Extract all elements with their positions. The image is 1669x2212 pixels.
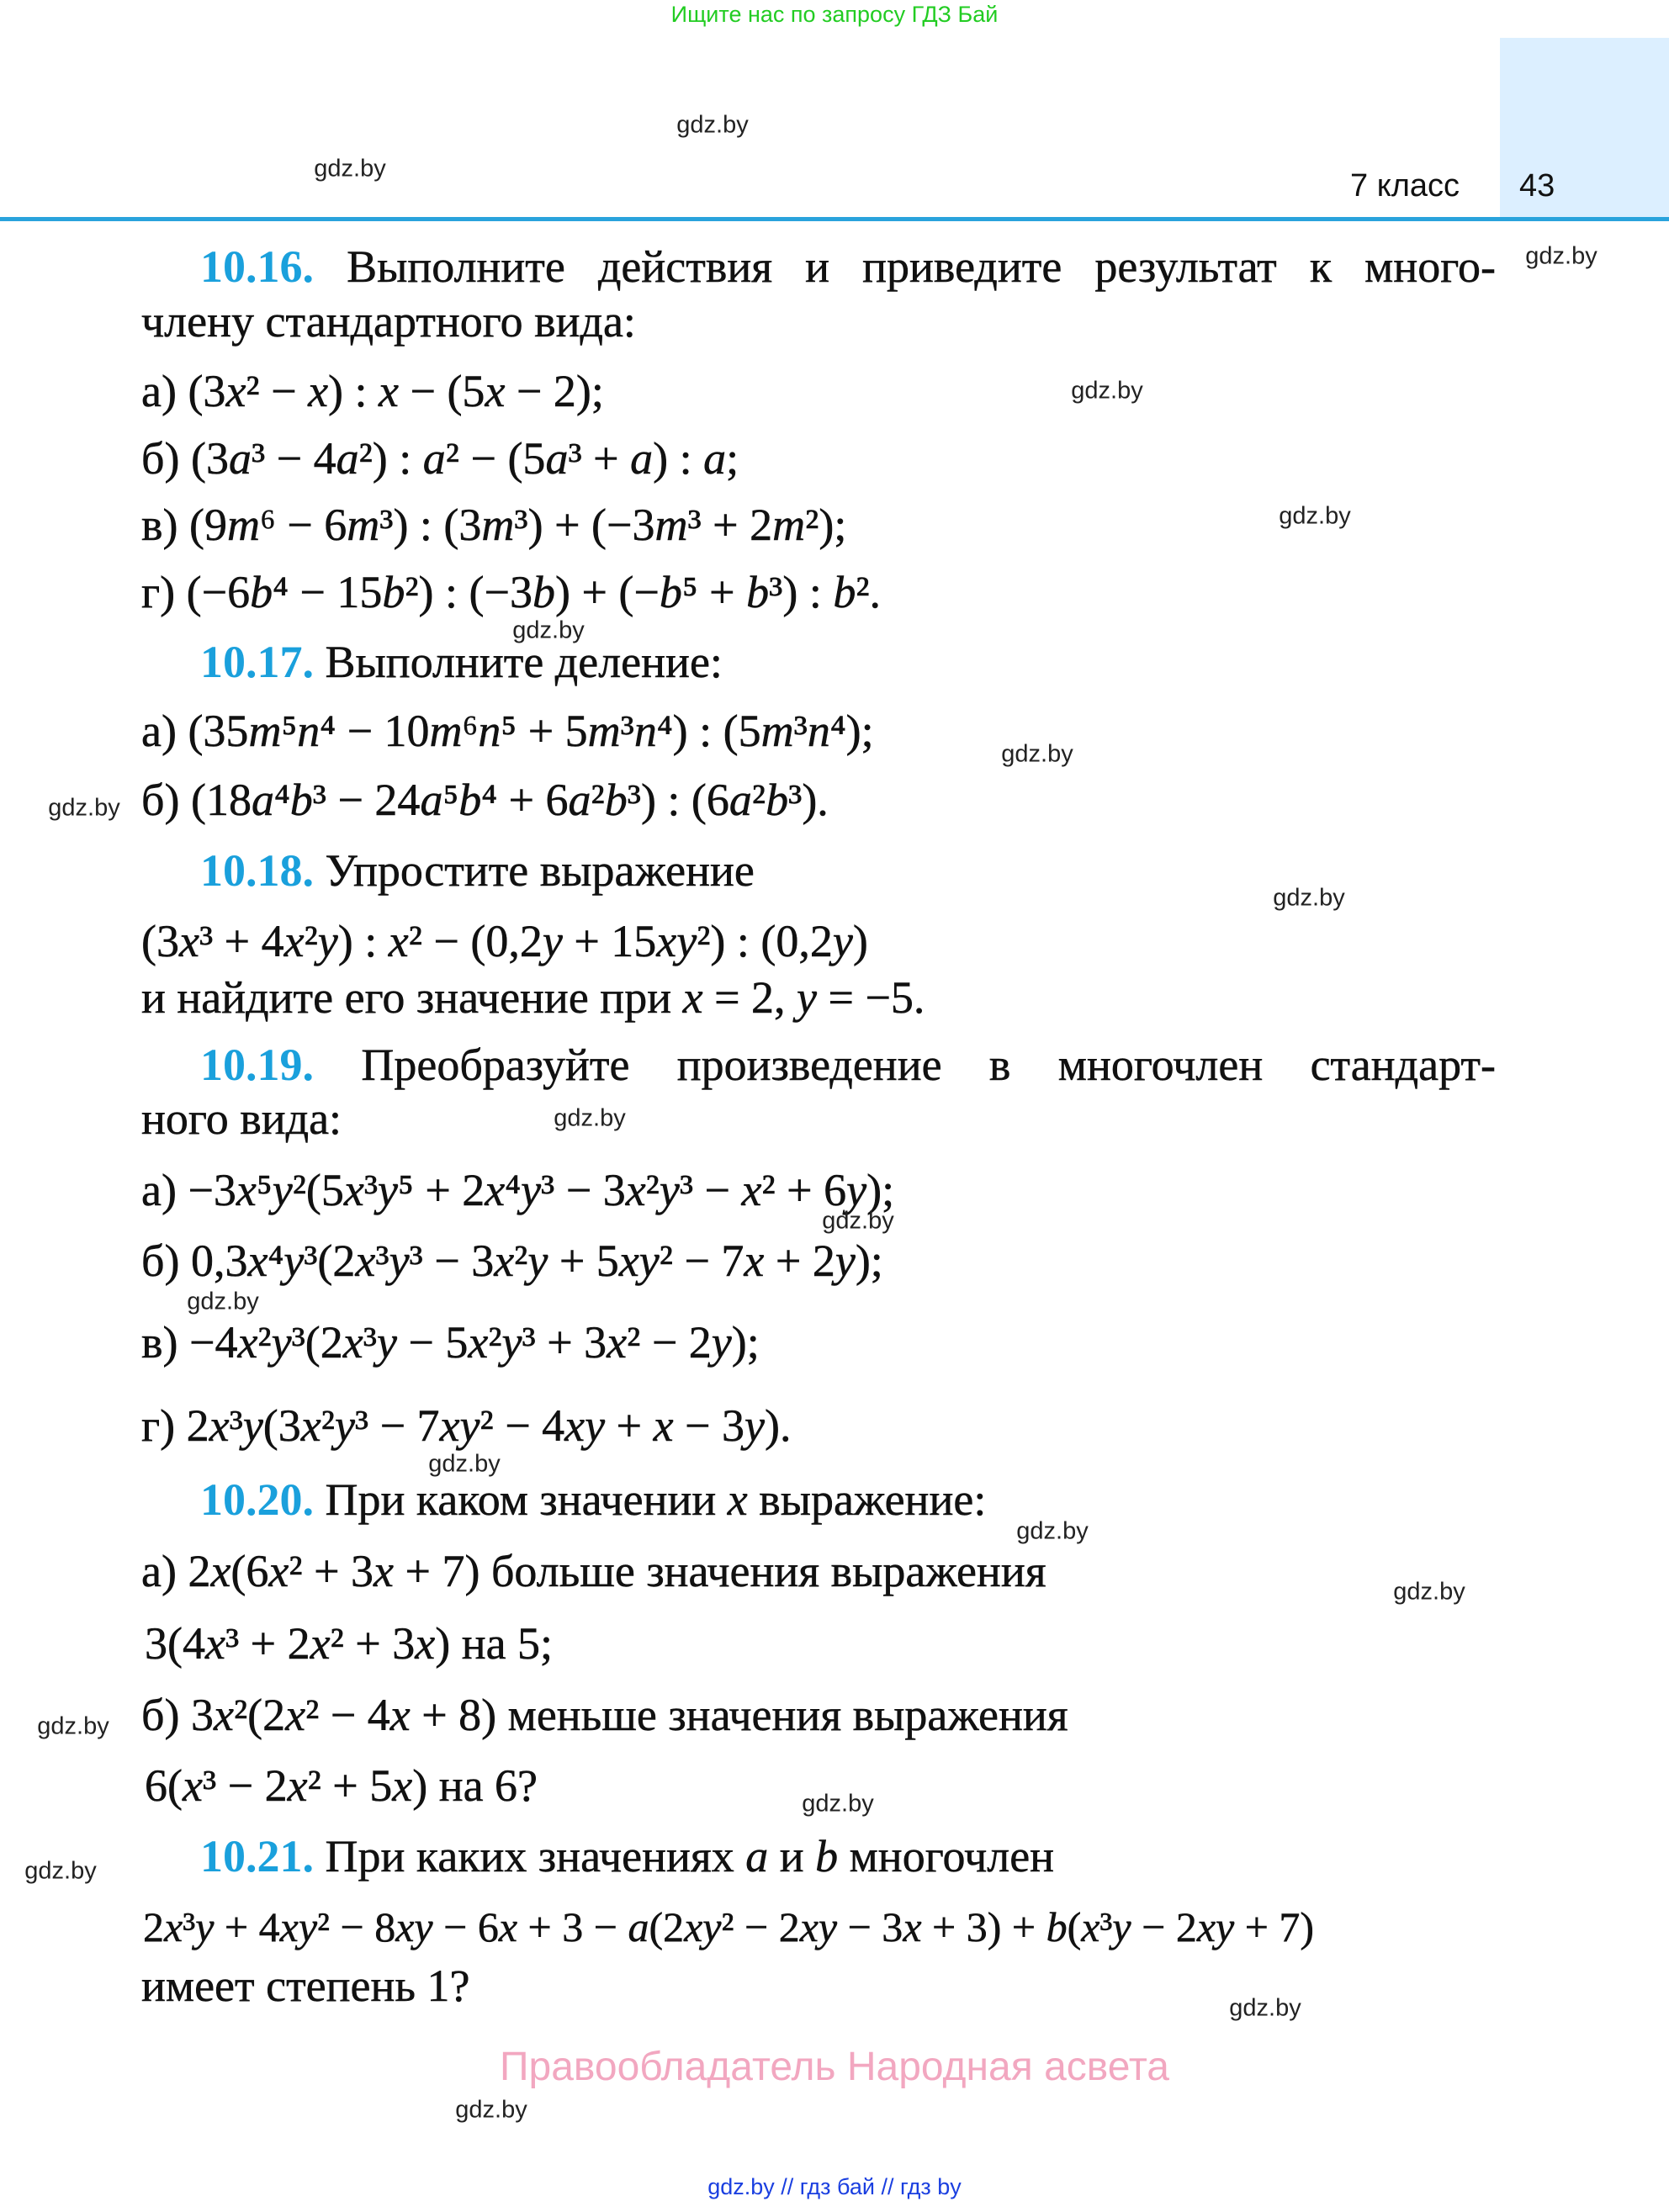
exercise-text: ного вида: [141, 1093, 342, 1144]
math-expression: 3x²(2x² − 4x + 8) [190, 1690, 497, 1740]
search-hint-banner[interactable]: Ищите нас по запросу ГДЗ Бай [670, 2, 999, 27]
watermark: gdz.by [1525, 242, 1597, 270]
exercise-10-19-heading [200, 1035, 1496, 1094]
exercise-10-17-heading [200, 632, 723, 691]
exercise-number: 10.16. [200, 241, 314, 292]
exercise-number: 10.21. [200, 1831, 314, 1881]
exercise-text: При каком значении x выражение: [325, 1474, 987, 1525]
math-expression: 3(4x³ + 2x² + 3x) [145, 1618, 451, 1669]
watermark: gdz.by [314, 155, 386, 183]
exercise-text: больше значения выражения [490, 1546, 1046, 1596]
watermark: gdz.by [37, 1712, 109, 1740]
watermark: gdz.by [1279, 502, 1351, 530]
watermark: gdz.by [48, 794, 120, 822]
math-expression: 2x(6x² + 3x + 7) [188, 1546, 480, 1596]
list-item [141, 770, 829, 829]
copyright-holder: Правообладатель Народная асвета [500, 2045, 1169, 2089]
math-expression: 2x³y + 4xy² − 8xy − 6x + 3 − a(2xy² − 2xy − 3x + 3) + b(x³y − 2xy + 7) [143, 1903, 1315, 1950]
list-item [141, 362, 604, 421]
list-item [141, 1542, 1046, 1601]
math-expression: (9m⁶ − 6m³) : (3m³) + (−3m³ + 2m²); [188, 500, 847, 550]
header-divider [0, 217, 1669, 221]
exercise-text: При каких значениях a и b многочлен [325, 1831, 1055, 1881]
item-label: а) [141, 1165, 177, 1215]
footer-links[interactable]: gdz.by // гдз бай // гдз by [707, 2174, 962, 2199]
item-label: а) [141, 706, 177, 756]
math-expression: 2x³y(3x²y³ − 7xy² − 4xy + x − 3y). [186, 1400, 792, 1451]
math-expression: (3x² − x) : x − (5x − 2); [188, 366, 604, 416]
item-label: в) [141, 500, 178, 550]
item-label: б) [141, 433, 180, 484]
list-item [141, 1396, 791, 1455]
watermark: gdz.by [1001, 740, 1073, 768]
item-label: г) [141, 1400, 176, 1451]
exercise-text: Преобразуйте произведение в многочлен стандарт- [361, 1040, 1496, 1090]
exercise-number: 10.19. [200, 1040, 314, 1090]
exercise-text: Выполните деление: [325, 637, 723, 687]
exercise-text: члену стандартного вида: [141, 296, 636, 347]
exercise-10-16-heading [200, 237, 1496, 296]
list-item [141, 495, 846, 554]
item-label: а) [141, 366, 177, 416]
watermark: gdz.by [455, 2096, 527, 2124]
list-item [141, 429, 739, 488]
item-label: б) [141, 1690, 180, 1740]
math-expression: −4x²y³(2x³y − 5x²y³ + 3x² − 2y); [188, 1317, 760, 1368]
list-item [141, 701, 874, 760]
list-item [141, 563, 881, 622]
watermark: gdz.by [1273, 884, 1345, 912]
item-label: а) [141, 1546, 177, 1596]
watermark: gdz.by [24, 1857, 97, 1885]
page-number: 43 [1519, 168, 1555, 204]
list-item [141, 1685, 1068, 1744]
watermark: gdz.by [822, 1207, 894, 1235]
math-expression: (35m⁵n⁴ − 10m⁶n⁵ + 5m³n⁴) : (5m³n⁴); [188, 706, 874, 756]
watermark: gdz.by [1229, 1994, 1301, 2022]
watermark: gdz.by [1071, 377, 1143, 405]
list-item-continuation [145, 1756, 538, 1815]
exercise-text: на 5; [461, 1618, 554, 1669]
item-label: г) [141, 567, 176, 617]
grade-label: 7 класс [1350, 168, 1460, 204]
exercise-number: 10.17. [200, 637, 314, 687]
watermark: gdz.by [512, 617, 585, 644]
math-expression: 6(x³ − 2x² + 5x) [145, 1760, 428, 1811]
exercise-text: Упростите выражение [325, 845, 755, 896]
watermark: gdz.by [554, 1104, 626, 1132]
exercise-text: меньше значения выражения [507, 1690, 1068, 1740]
exercise-text: и найдите его значение при x = 2, y = −5. [141, 972, 925, 1023]
list-item [141, 1313, 760, 1372]
watermark: gdz.by [428, 1450, 501, 1478]
exercise-text: на 6? [438, 1760, 538, 1811]
item-label: в) [141, 1317, 178, 1368]
exercise-10-20-heading [200, 1470, 986, 1529]
watermark: gdz.by [1393, 1578, 1465, 1606]
exercise-10-21-heading [200, 1827, 1054, 1886]
exercise-text: Выполните действия и приведите результат к много- [347, 241, 1497, 292]
exercise-number: 10.20. [200, 1474, 314, 1525]
watermark: gdz.by [802, 1790, 874, 1818]
list-item-continuation [145, 1614, 553, 1673]
exercise-text: имеет степень 1? [141, 1961, 470, 2011]
exercise-10-18-heading [200, 841, 755, 900]
math-expression: (18a⁴b³ − 24a⁵b⁴ + 6a²b³) : (6a²b³). [190, 775, 829, 825]
watermark: gdz.by [676, 111, 749, 139]
list-item [141, 1161, 894, 1220]
math-expression: (−6b⁴ − 15b²) : (−3b) + (−b⁵ + b³) : b². [186, 567, 882, 617]
watermark: gdz.by [187, 1288, 259, 1315]
math-expression: −3x⁵y²(5x³y⁵ + 2x⁴y³ − 3x²y³ − x² + 6y); [188, 1165, 895, 1215]
watermark: gdz.by [1016, 1517, 1089, 1545]
exercise-number: 10.18. [200, 845, 314, 896]
item-label: б) [141, 1236, 180, 1286]
item-label: б) [141, 775, 180, 825]
math-expression: 0,3x⁴y³(2x³y³ − 3x²y + 5xy² − 7x + 2y); [190, 1236, 883, 1286]
math-expression: (3x³ + 4x²y) : x² − (0,2y + 15xy²) : (0,2y) [141, 916, 868, 966]
list-item [141, 1231, 883, 1290]
math-expression: (3a³ − 4a²) : a² − (5a³ + a) : a; [190, 433, 739, 484]
